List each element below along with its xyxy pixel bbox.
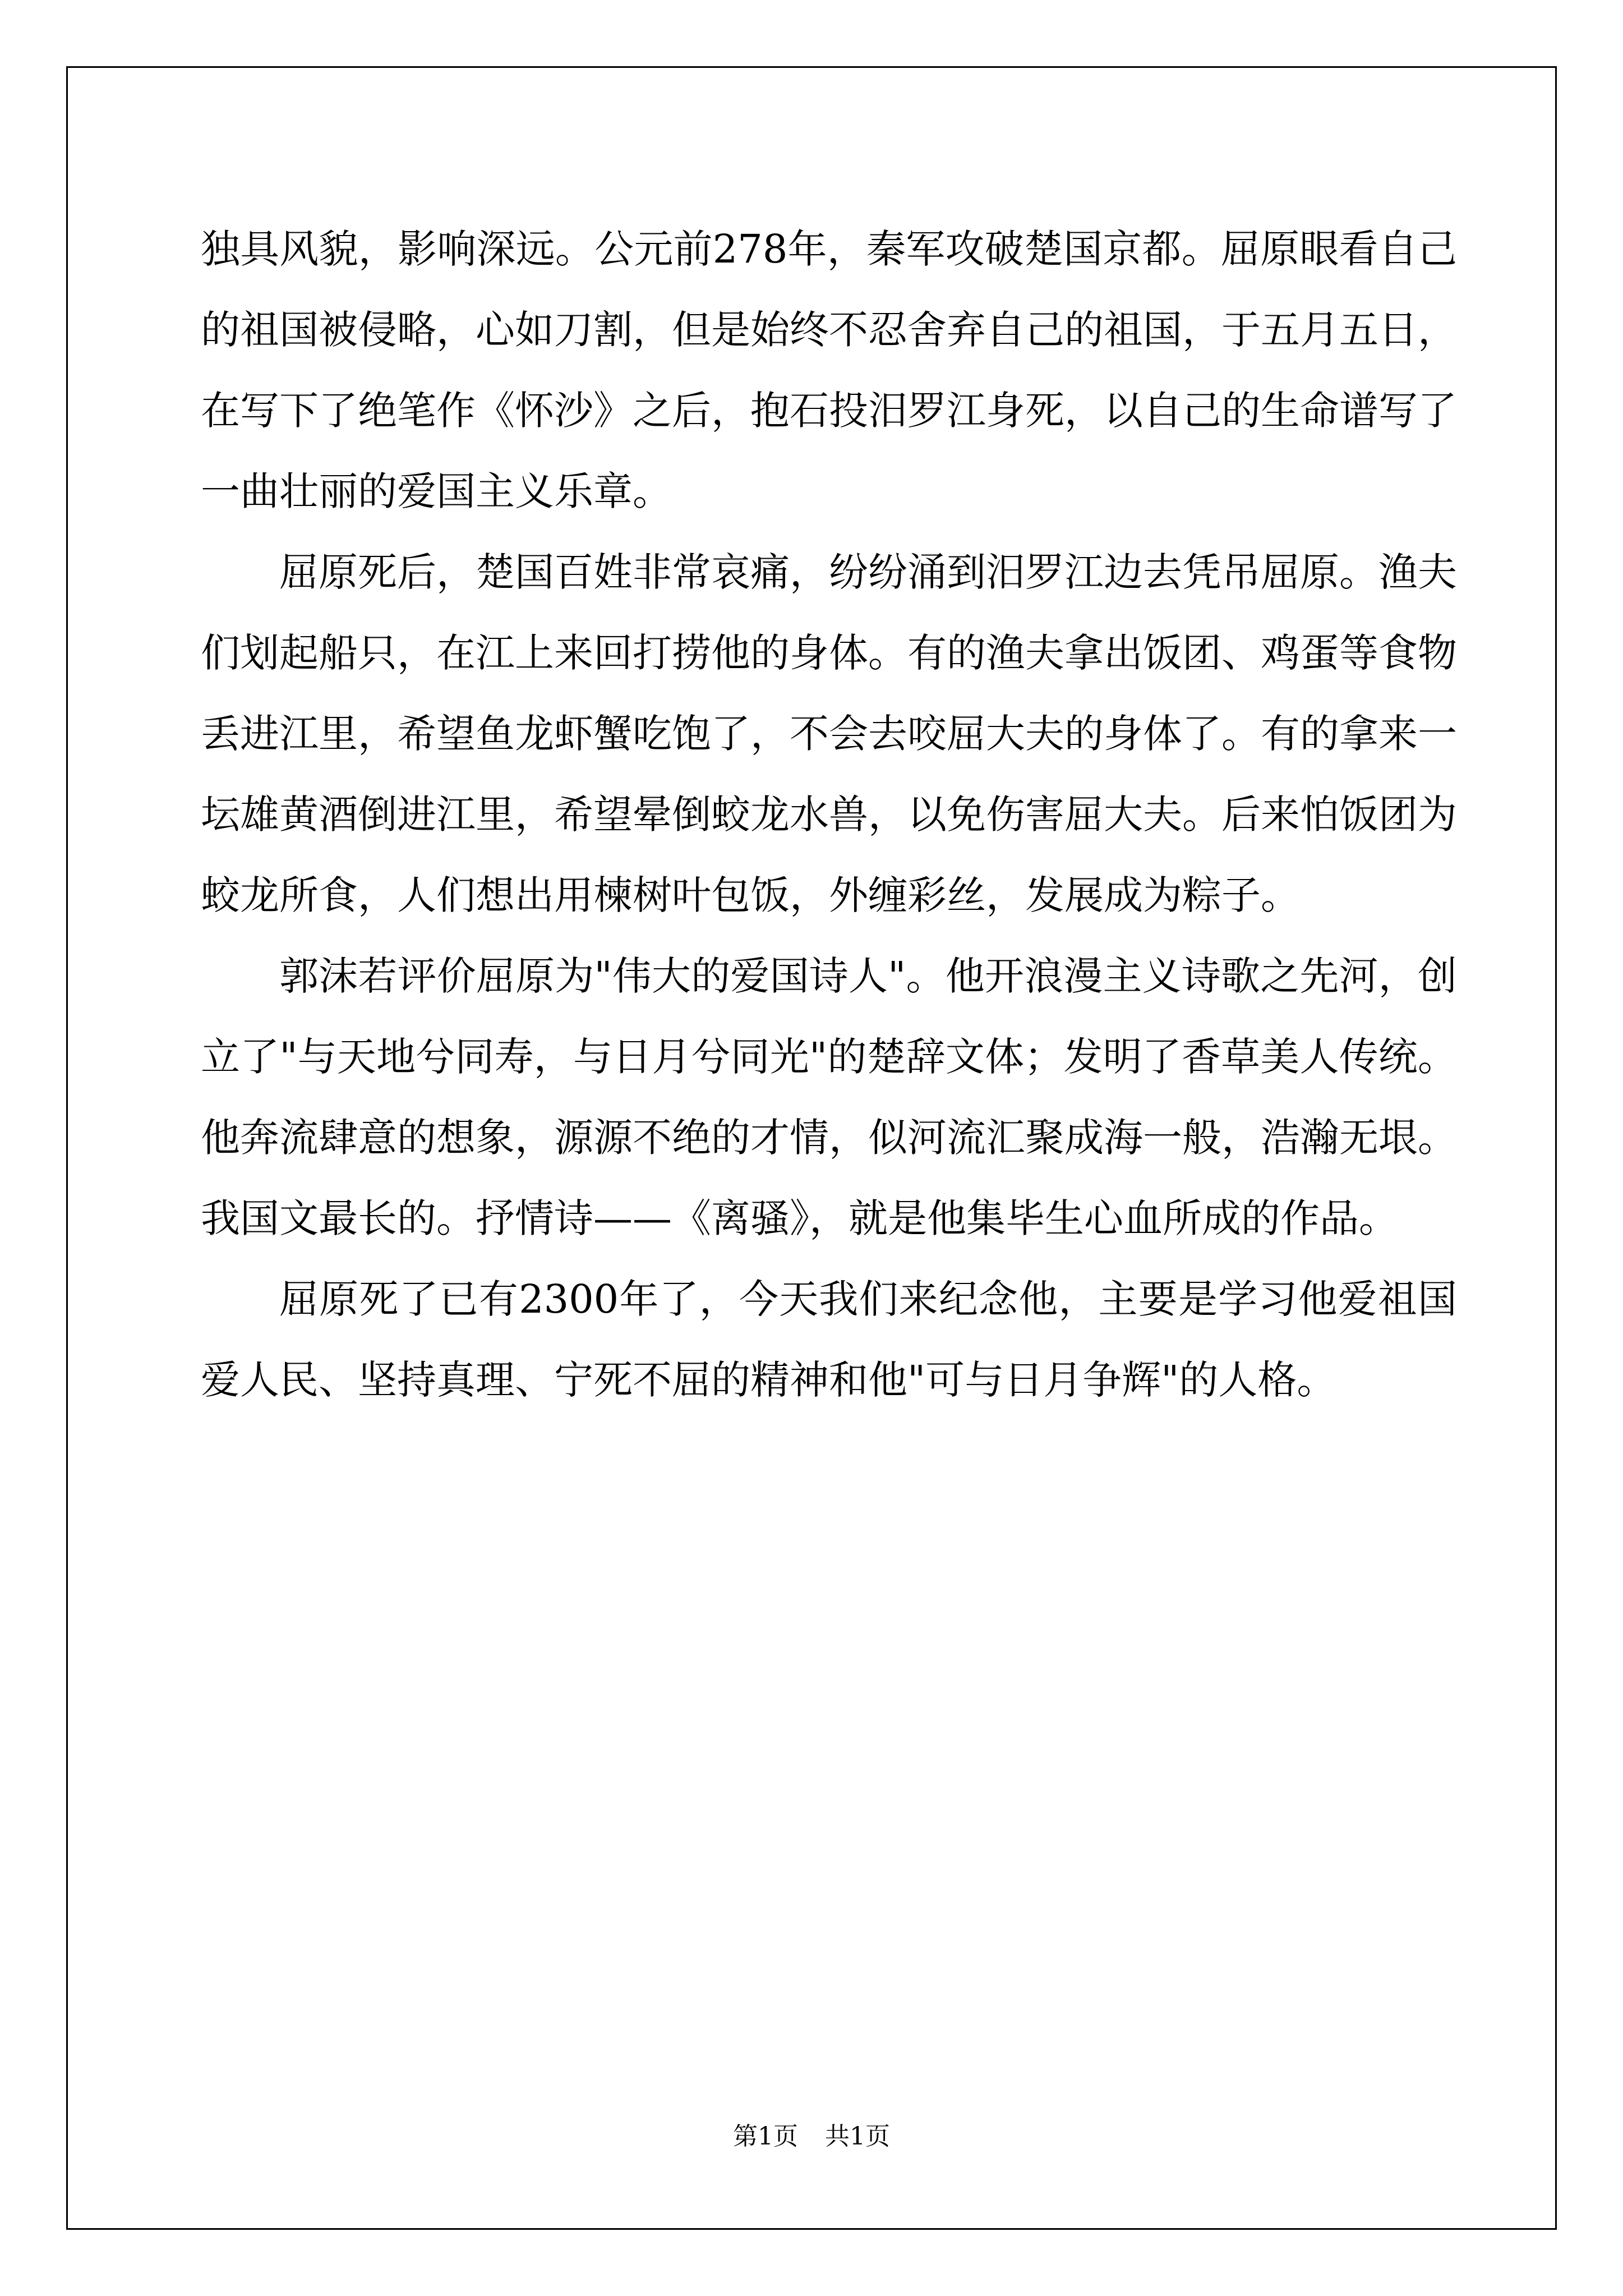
page-footer <box>0 2116 1623 2152</box>
paragraph-mourning-and-zongzi: 屈原死后，楚国百姓非常哀痛，纷纷涌到汨罗江边去凭吊屈原。渔夫们划起船只，在江上来回打捞他的身体。有的渔夫拿出饭团、鸡蛋等食物丢进江里，希望鱼龙虾蟹吃饱了，不会去咬屈大夫的身体了。有的拿来一坛雄黄酒倒进江里，希望晕倒蛟龙水兽，以免伤害屈大夫。后来怕饭团为蛟龙所食，人们想出用楝树叶包饭，外缠彩丝，发展成为粽子。 <box>201 549 1457 918</box>
page-total: 共1页 <box>825 2122 890 2151</box>
paragraph-guo-moruo-evaluation: 郭沫若评价屈原为"伟大的爱国诗人"。他开浪漫主义诗歌之先河，创立了"与天地兮同寿，与日月兮同光"的楚辞文体；发明了香草美人传统。他奔流肆意的想象，源源不绝的才情，似河流汇聚成海一般，浩瀚无垠。我国文最长的。抒情诗——《离骚》，就是他集毕生心血所成的作品。 <box>201 953 1457 1241</box>
paragraph-continuation: 独具风貌，影响深远。公元前278年，秦军攻破楚国京都。屈原眼看自己的祖国被侵略，心如刀割，但是始终不忍舍弃自己的祖国，于五月五日，在写下了绝笔作《怀沙》之后，抱石投汨罗江身死，以自己的生命谱写了一曲壮丽的爱国主义乐章。 <box>201 226 1457 514</box>
paragraph-commemoration: 屈原死了已有2300年了，今天我们来纪念他，主要是学习他爱祖国爱人民、坚持真理、宁死不屈的精神和他"可与日月争辉"的人格。 <box>201 1276 1457 1403</box>
page-number: 第1页 <box>733 2122 798 2151</box>
document-body <box>201 209 1457 1420</box>
